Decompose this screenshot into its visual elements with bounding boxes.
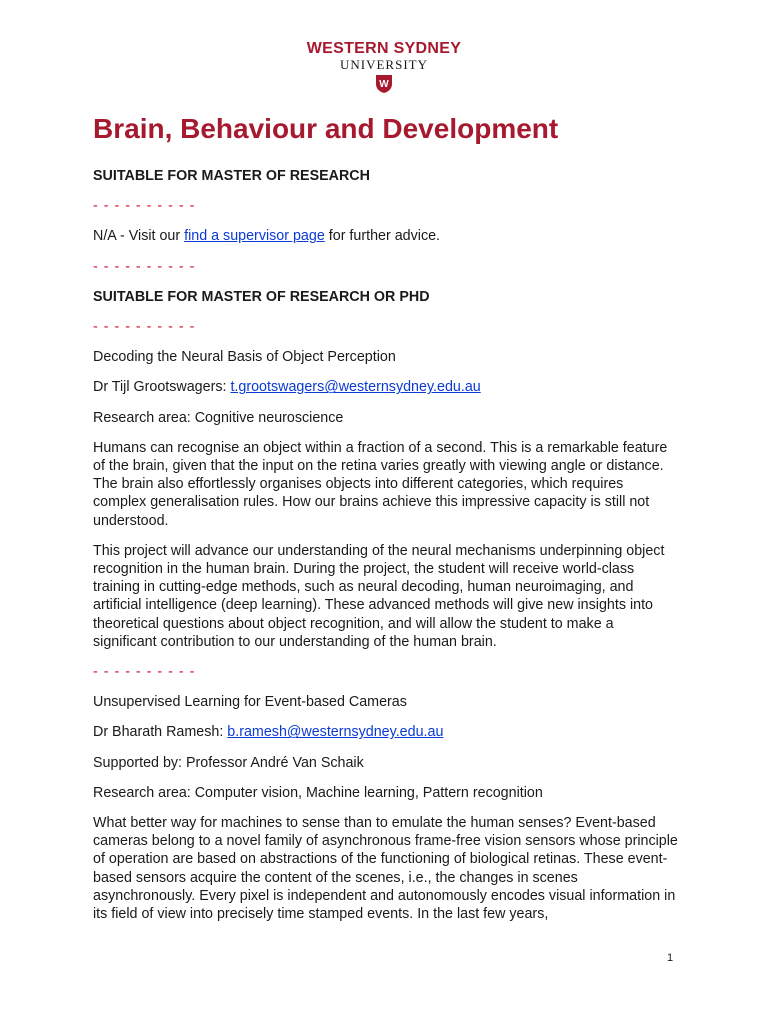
section-heading-mres-phd: SUITABLE FOR MASTER OF RESEARCH OR PHD [93,288,430,305]
na-prefix: N/A - Visit our [93,228,185,245]
separator: - - - - - - - - - - [93,258,196,275]
page-title: Brain, Behaviour and Development [93,113,559,144]
project-description: Humans can recognise an object within a fraction of a second. This is a remarkable feature of the brain, given that the input on the retina varies greatly with viewing angle or distance. The brain also effortlessly organises objects into different categories, which requires complex generalisation rules. How our brains achieve this impressive capacity is still not understood. [93,439,668,529]
separator: - - - - - - - - - - [93,319,196,336]
project-title: Decoding the Neural Basis of Object Perception [93,349,396,366]
project-research-area: Research area: Cognitive neuroscience [93,409,344,426]
project-supported-by: Supported by: Professor André Van Schaik [93,754,364,771]
logo-subtitle: UNIVERSITY [340,57,428,72]
project-supervisor [93,378,678,396]
project-supervisor [93,723,678,741]
separator: - - - - - - - - - - [93,664,196,681]
logo-wordmark: WESTERN SYDNEY [306,40,462,57]
section-heading-mres: SUITABLE FOR MASTER OF RESEARCH [93,168,370,184]
page-number: 1 [667,952,674,964]
na-advice [93,227,678,245]
separator: - - - - - - - - - - [93,198,196,215]
document-body [93,112,678,935]
shield-letter: W [379,79,389,90]
supervisor-name: Dr Bharath Ramesh: [93,724,228,741]
shield-icon [375,74,393,99]
university-logo [0,40,768,99]
find-supervisor-link[interactable]: find a supervisor page [184,228,325,245]
supervisor-name: Dr Tijl Grootswagers: [93,379,231,396]
project-research-area: Research area: Computer vision, Machine learning, Pattern recognition [93,784,543,801]
na-suffix: for further advice. [324,228,441,245]
project-title: Unsupervised Learning for Event-based Cameras [93,694,407,711]
supervisor-email-link[interactable]: b.ramesh@westernsydney.edu.au [227,724,444,741]
supervisor-email-link[interactable]: t.grootswagers@westernsydney.edu.au [230,379,481,396]
project-description: This project will advance our understanding of the neural mechanisms underpinning object recognition in the human brain. During the project, the student will receive world-class training in cutting-edge methods, such as neural decoding, human neuroimaging, and artificial intelligence (deep learning). These advanced methods will give new insights into theoretical questions about object recognition, and will allow the student to make a significant contribution to our understanding of the human brain. [93,542,665,650]
project-description: What better way for machines to sense than to emulate the human senses? Event-based cameras belong to a novel family of asynchronous frame-free vision sensors whose principle of operation are based on abstractions of the functioning of biological retinas. These event-based sensors acquire the content of the scenes, i.e., the changes in scenes asynchronously. Every pixel is independent and autonomously encodes visual information in its field of view into precisely time stamped events. In the last few years, [93,815,678,923]
